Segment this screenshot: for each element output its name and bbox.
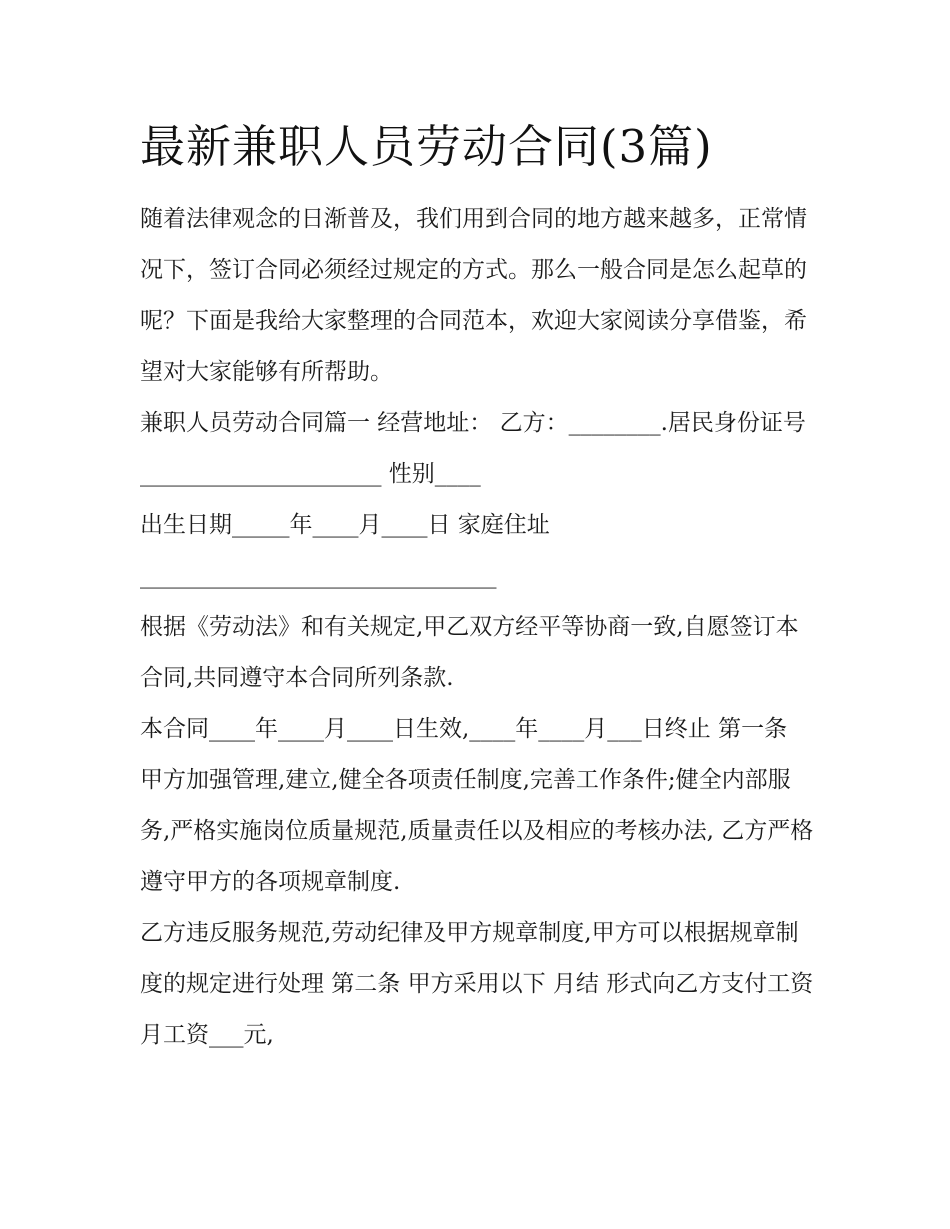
party-info-paragraph: 兼职人员劳动合同篇一 经营地址： 乙方：________.居民身份证号_____________________ 性别____	[140, 410, 806, 487]
intro-paragraph: 随着法律观念的日渐普及，我们用到合同的地方越来越多，正常情况下，签订合同必须经过规定的方式。那么一般合同是怎么起草的呢？下面是我给大家整理的合同范本，欢迎大家阅读分享借鉴，希望对大家能够有所帮助。	[140, 206, 807, 385]
birth-address-paragraph: 出生日期_____年____月____日 家庭住址	[140, 512, 550, 538]
legal-basis-paragraph: 根据《劳动法》和有关规定,甲乙双方经平等协商一致,自愿签订本合同,共同遵守本合同所列条款.	[140, 614, 799, 691]
article-two-paragraph: 乙方违反服务规范,劳动纪律及甲方规章制度,甲方可以根据规章制度的规定进行处理 第二条 甲方采用以下 月结 形式向乙方支付工资 月工资___元,	[140, 920, 814, 1048]
address-blank-line: _______________________________	[140, 563, 497, 589]
term-paragraph: 本合同____年____月____日生效,____年____月___日终止 第一条	[140, 716, 788, 742]
article-one-paragraph: 甲方加强管理,建立,健全各项责任制度,完善工作条件;健全内部服务,严格实施岗位质量规范,质量责任以及相应的考核办法, 乙方严格遵守甲方的各项规章制度.	[140, 767, 814, 895]
document-body	[140, 118, 820, 1061]
document-title: 最新兼职人员劳动合同(3篇)	[140, 120, 713, 173]
